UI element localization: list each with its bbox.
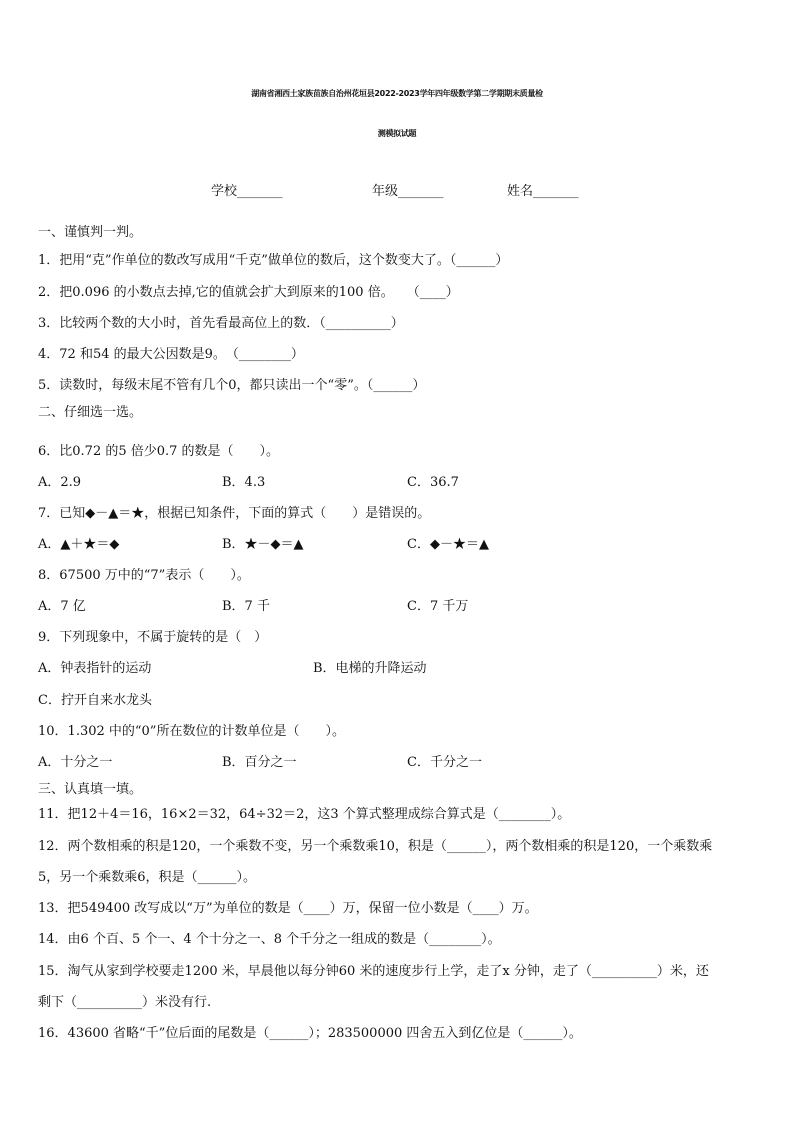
- section-heading-1: 一、谨慎判一判。: [38, 225, 143, 240]
- option-7c: C．◆－★＝▲: [407, 537, 489, 552]
- grade-field: 年级_______: [372, 184, 444, 199]
- option-10a: A．十分之一: [38, 755, 113, 770]
- section-heading-3: 三、认真填一填。: [38, 782, 143, 797]
- school-field: 学校_______: [211, 184, 283, 199]
- question-11: 11．把12＋4＝16，16×2＝32，64÷32＝2，这3 个算式整理成综合算式是（________）。: [38, 807, 571, 822]
- option-10b: B．百分之一: [222, 755, 297, 770]
- section-heading-2: 二、仔细选一选。: [38, 405, 143, 420]
- question-14: 14．由6 个百、5 个一、4 个十分之一、8 个千分之一组成的数是（________）。: [38, 932, 501, 947]
- option-6b: B．4.3: [222, 475, 266, 490]
- question-16: 16．43600 省略“千”位后面的尾数是（______）；283500000 四舍五入到亿位是（______）。: [38, 1026, 582, 1041]
- option-9a: A．钟表指针的运动: [38, 661, 152, 676]
- question-13: 13．把549400 改写成以“万”为单位的数是（____）万，保留一位小数是（____）万。: [38, 901, 538, 916]
- question-2: 2．把0.096 的小数点去掉,它的值就会扩大到原来的100 倍。 （____）: [38, 285, 459, 300]
- question-1: 1．把用“克”作单位的数改写成用“千克”做单位的数后，这个数变大了。（______）: [38, 253, 509, 268]
- option-9c: C．拧开自来水龙头: [38, 693, 152, 708]
- question-5: 5．读数时，每级末尾不管有几个0，都只读出一个“零”。（______）: [38, 378, 426, 393]
- option-6a: A．2.9: [38, 475, 82, 490]
- question-12-line2: 5，另一个乘数乘6，积是（______）。: [38, 870, 257, 885]
- exam-title-line2: 测模拟试题: [377, 129, 417, 138]
- question-6: 6．比0.72 的5 倍少0.7 的数是（ ）。: [38, 444, 280, 459]
- question-15-line1: 15．淘气从家到学校要走1200 米，早晨他以每分钟60 米的速度步行上学，走了x 分钟，走了（__________）米，还: [38, 964, 709, 979]
- option-7a: A．▲＋★＝◆: [38, 537, 120, 552]
- option-10c: C．千分之一: [407, 755, 482, 770]
- option-8b: B．7 千: [222, 599, 270, 614]
- exam-title-line1: 湖南省湘西土家族苗族自治州花垣县2022-2023学年四年级数学第二学期期末质量检: [251, 89, 543, 98]
- question-7: 7．已知◆－▲＝★，根据已知条件，下面的算式（ ）是错误的。: [38, 506, 431, 521]
- question-15-line2: 剩下（__________）米没有行.: [38, 995, 212, 1010]
- option-8a: A．7 亿: [38, 599, 86, 614]
- option-7b: B．★－◆＝▲: [222, 537, 304, 552]
- question-3: 3．比较两个数的大小时，首先看最高位上的数．（__________）: [38, 316, 404, 331]
- question-12-line1: 12．两个数相乘的积是120，一个乘数不变，另一个乘数乘10，积是（______），两个数相乘的积是120，一个乘数乘: [38, 839, 713, 854]
- option-6c: C．36.7: [407, 475, 459, 490]
- name-field: 姓名_______: [507, 184, 579, 199]
- question-8: 8．67500 万中的“7”表示（ ）。: [38, 568, 250, 583]
- option-8c: C．7 千万: [407, 599, 469, 614]
- option-9b: B．电梯的升降运动: [313, 661, 427, 676]
- question-10: 10．1.302 中的“0”所在数位的计数单位是（ ）。: [38, 724, 345, 739]
- question-9: 9．下列现象中，不属于旋转的是（ ）: [38, 630, 268, 645]
- question-4: 4．72 和54 的最大公因数是9。 （________）: [38, 347, 304, 362]
